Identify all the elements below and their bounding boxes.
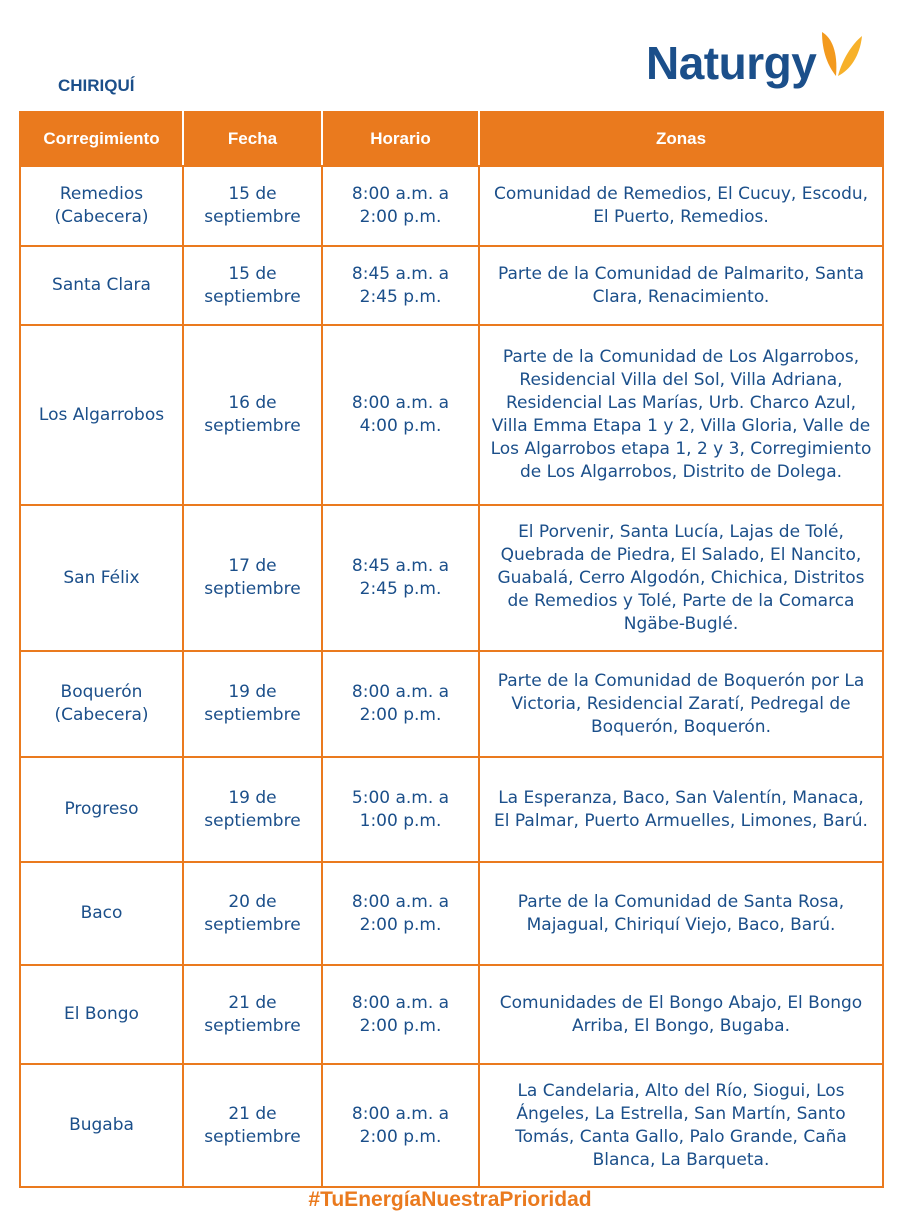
schedule-table [19, 111, 884, 1188]
cell-horario: 8:00 a.m. a 2:00 p.m. [322, 651, 479, 757]
cell-corregimiento: Boquerón (Cabecera) [20, 651, 183, 757]
cell-horario: 8:45 a.m. a 2:45 p.m. [322, 505, 479, 651]
cell-fecha: 21 de septiembre [183, 965, 322, 1064]
table-row [20, 757, 883, 862]
cell-fecha: 17 de septiembre [183, 505, 322, 651]
cell-horario: 8:00 a.m. a 2:00 p.m. [322, 1064, 479, 1187]
cell-corregimiento: San Félix [20, 505, 183, 651]
cell-fecha: 16 de septiembre [183, 325, 322, 505]
table-row [20, 651, 883, 757]
cell-fecha: 21 de septiembre [183, 1064, 322, 1187]
cell-corregimiento: Los Algarrobos [20, 325, 183, 505]
table-row [20, 965, 883, 1064]
cell-corregimiento: Baco [20, 862, 183, 965]
cell-horario: 5:00 a.m. a 1:00 p.m. [322, 757, 479, 862]
naturgy-logo [646, 30, 864, 96]
cell-zonas: La Candelaria, Alto del Río, Siogui, Los Ángeles, La Estrella, San Martín, Santo Tomás, Canta Gallo, Palo Grande, Caña Blanca, La Barqueta. [479, 1064, 883, 1187]
cell-corregimiento: Santa Clara [20, 246, 183, 325]
table-row [20, 246, 883, 325]
cell-corregimiento: El Bongo [20, 965, 183, 1064]
cell-zonas: Comunidades de El Bongo Abajo, El Bongo Arriba, El Bongo, Bugaba. [479, 965, 883, 1064]
cell-fecha: 15 de septiembre [183, 246, 322, 325]
header-zonas: Zonas [479, 112, 883, 166]
table-header-row [20, 112, 883, 166]
cell-corregimiento: Remedios (Cabecera) [20, 166, 183, 246]
cell-zonas: La Esperanza, Baco, San Valentín, Manaca, El Palmar, Puerto Armuelles, Limones, Barú. [479, 757, 883, 862]
cell-zonas: Parte de la Comunidad de Palmarito, Santa Clara, Renacimiento. [479, 246, 883, 325]
cell-horario: 8:00 a.m. a 2:00 p.m. [322, 965, 479, 1064]
cell-corregimiento: Bugaba [20, 1064, 183, 1187]
cell-fecha: 19 de septiembre [183, 757, 322, 862]
table-row [20, 1064, 883, 1187]
region-title: CHIRIQUÍ [58, 76, 135, 95]
cell-fecha: 20 de septiembre [183, 862, 322, 965]
cell-horario: 8:00 a.m. a 4:00 p.m. [322, 325, 479, 505]
cell-corregimiento: Progreso [20, 757, 183, 862]
cell-zonas: Parte de la Comunidad de Santa Rosa, Majagual, Chiriquí Viejo, Baco, Barú. [479, 862, 883, 965]
cell-zonas: Parte de la Comunidad de Los Algarrobos, Residencial Villa del Sol, Villa Adriana, Residencial Las Marías, Urb. Charco Azul, Villa Emma Etapa 1 y 2, Villa Gloria, Valle de Los Algarrobos etapa 1, 2 y 3, Corregimiento de Los Algarrobos, Distrito de Dolega. [479, 325, 883, 505]
cell-horario: 8:00 a.m. a 2:00 p.m. [322, 166, 479, 246]
table-row [20, 505, 883, 651]
table-row [20, 166, 883, 246]
campaign-hashtag: #TuEnergíaNuestraPrioridad [308, 1188, 592, 1211]
logo-wordmark: Naturgy [646, 37, 817, 89]
table-row [20, 325, 883, 505]
cell-zonas: El Porvenir, Santa Lucía, Lajas de Tolé, Quebrada de Piedra, El Salado, El Nancito, Guabalá, Cerro Algodón, Chichica, Distritos de Remedios y Tolé, Parte de la Comarca Ngäbe-Buglé. [479, 505, 883, 651]
header-corregimiento: Corregimiento [20, 112, 183, 166]
table-row [20, 862, 883, 965]
cell-zonas: Comunidad de Remedios, El Cucuy, Escodu, El Puerto, Remedios. [479, 166, 883, 246]
header-horario: Horario [322, 112, 479, 166]
cell-horario: 8:00 a.m. a 2:00 p.m. [322, 862, 479, 965]
cell-fecha: 19 de septiembre [183, 651, 322, 757]
cell-horario: 8:45 a.m. a 2:45 p.m. [322, 246, 479, 325]
cell-zonas: Parte de la Comunidad de Boquerón por La Victoria, Residencial Zaratí, Pedregal de Boquerón, Boquerón. [479, 651, 883, 757]
cell-fecha: 15 de septiembre [183, 166, 322, 246]
butterfly-icon [818, 30, 864, 80]
header-fecha: Fecha [183, 112, 322, 166]
